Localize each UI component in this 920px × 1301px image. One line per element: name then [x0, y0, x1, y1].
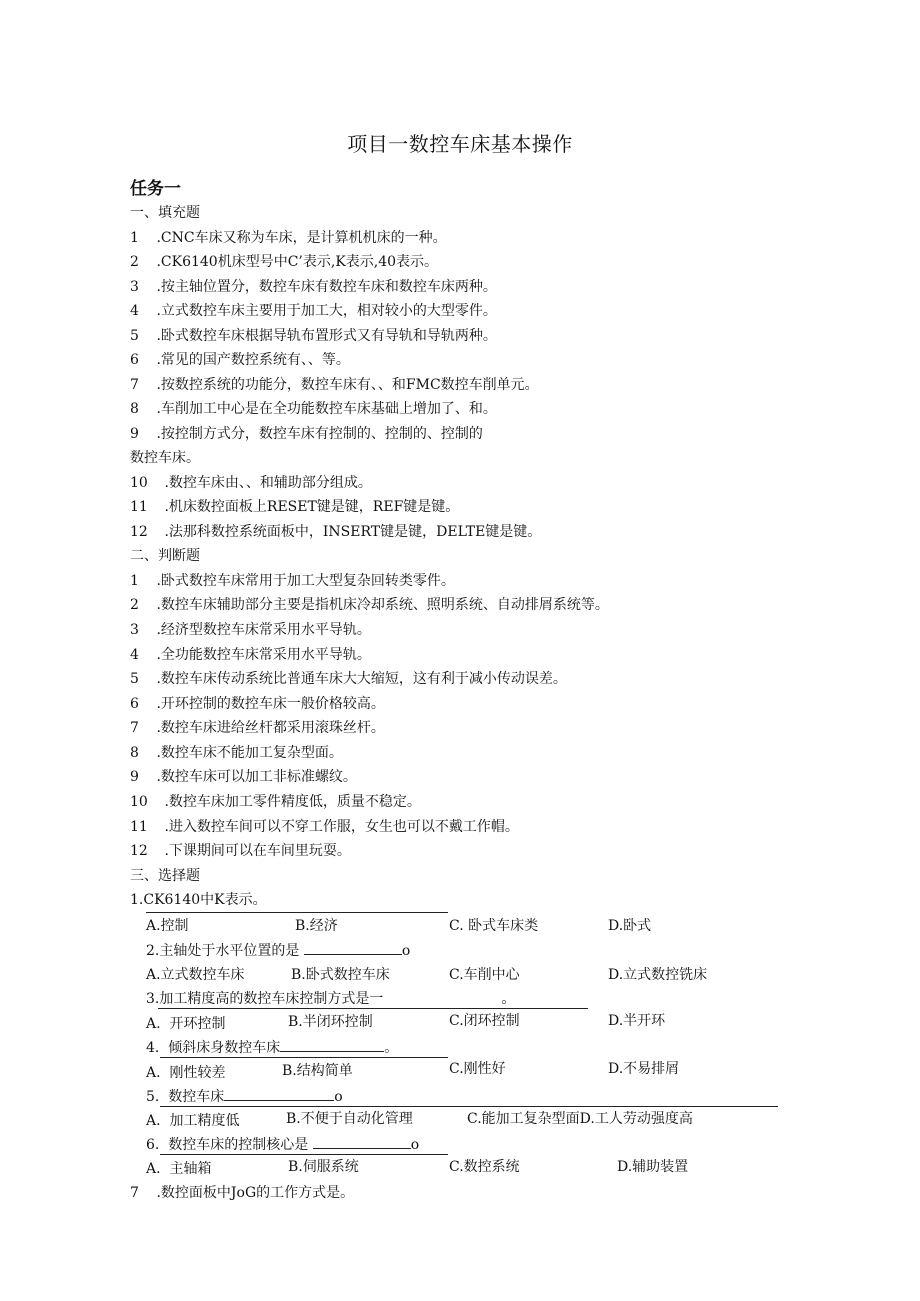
question-item: 6 .开环控制的数控车床一般价格较高。: [130, 696, 385, 712]
option-a: A.立式数控车床: [146, 967, 245, 983]
question-item-continued: 数控车床。: [130, 450, 200, 466]
option-c: C.闭环控制: [449, 1013, 520, 1029]
option-d: D.卧式: [608, 918, 652, 934]
option-a: A. 刚性较差: [146, 1065, 226, 1081]
answer-blank: [280, 1039, 384, 1052]
page-title: 项目一数控车床基本操作: [347, 132, 573, 156]
question-item: 12 .下课期间可以在车间里玩耍。: [130, 843, 351, 859]
question-item: 4 .立式数控车床主要用于加工大，相对较小的大型零件。: [130, 303, 497, 319]
section-heading-judge: 二、判断题: [130, 548, 200, 564]
option-d: D.半开环: [608, 1013, 666, 1029]
option-d: D.立式数控铣床: [608, 967, 708, 983]
question-item: 8 .车削加工中心是在全功能数控车床基础上增加了、和。: [130, 401, 497, 417]
question-item: 9 .数控车床可以加工非标准螺纹。: [130, 769, 357, 785]
question-item: 9 .按控制方式分，数控车床有控制的、控制的、控制的: [130, 426, 483, 442]
option-b: B.伺服系统: [288, 1159, 359, 1175]
question-item: 7 .按数控系统的功能分，数控车床有、、和FMC数控车削单元。: [130, 377, 539, 393]
question-item: 5 .卧式数控车床根据导轨布置形式又有导轨和导轨两种。: [130, 328, 497, 344]
question-item: 7 .数控面板中JoG的工作方式是。: [130, 1185, 355, 1201]
option-c-d: C.能加工复杂型面D.工人劳动强度高: [467, 1111, 693, 1127]
option-a: A. 加工精度低: [146, 1113, 240, 1129]
option-a: A.控制: [146, 918, 189, 934]
option-b: B.结构简单: [282, 1063, 353, 1079]
answer-rule: [160, 1154, 448, 1155]
task-heading: 任务一: [130, 179, 181, 199]
question-item: 12 .法那科数控系统面板中，INSERT键是键，DELTE键是键。: [130, 524, 542, 540]
option-b: B.经济: [295, 918, 338, 934]
question-item: 7 .数控车床进给丝杆都采用滚珠丝杆。: [130, 720, 385, 736]
choice-question-stem: 1.CK6140中K表示。: [130, 892, 267, 908]
option-a: A. 开环控制: [146, 1016, 226, 1032]
question-item: 5 .数控车床传动系统比普通车床大大缩短，这有利于减小传动误差。: [130, 671, 567, 687]
option-c: C. 卧式车床类: [449, 918, 539, 934]
question-item: 10 .数控车床由、、和辅助部分组成。: [130, 475, 372, 491]
option-c: C.车削中心: [449, 967, 520, 983]
option-b: B.卧式数控车床: [291, 967, 390, 983]
answer-blank: [313, 1136, 411, 1149]
question-item: 11 .机床数控面板上RESET键是键，REF键是键。: [130, 499, 460, 515]
question-item: 3 .按主轴位置分，数控车床有数控车床和数控车床两种。: [130, 279, 497, 295]
question-item: 6 .常见的国产数控系统有、、等。: [130, 352, 350, 368]
section-heading-fill: 一、填充题: [130, 205, 200, 221]
question-item: 8 .数控车床不能加工复杂型面。: [130, 745, 343, 761]
question-item: 4 .全功能数控车床常采用水平导轨。: [130, 647, 371, 663]
question-item: 3 .经济型数控车床常采用水平导轨。: [130, 622, 371, 638]
option-a: A. 主轴箱: [146, 1161, 212, 1177]
option-d: D.不易排屑: [608, 1061, 680, 1077]
answer-rule: [160, 1057, 448, 1058]
question-item: 11 .进入数控车间可以不穿工作服，女生也可以不戴工作帽。: [130, 819, 519, 835]
question-item: 2 .CK6140机床型号中C’表示,K表示,40表示。: [130, 254, 439, 270]
option-c: C.刚性好: [449, 1061, 506, 1077]
option-c: C.数控系统: [449, 1159, 520, 1175]
answer-rule: [160, 1106, 778, 1107]
question-item: 2 .数控车床辅助部分主要是指机床冷却系统、照明系统、自动排屑系统等。: [130, 597, 609, 613]
question-item: 1 .卧式数控车床常用于加工大型复杂回转类零件。: [130, 573, 455, 589]
answer-rule: [158, 1008, 588, 1009]
choice-question-stem: 4. 倾斜床身数控车床 。: [146, 1040, 399, 1056]
option-d: D.辅助装置: [617, 1159, 689, 1175]
answer-blank: [304, 942, 402, 955]
choice-question-stem: 2.主轴处于水平位置的是 o: [146, 943, 411, 959]
option-b: B.不便于自动化管理: [286, 1111, 413, 1127]
question-item: 1 .CNC车床又称为车床，是计算机机床的一种。: [130, 230, 447, 246]
choice-question-stem: 3.加工精度高的数控车床控制方式是一 。: [146, 991, 516, 1007]
answer-blank: [224, 1088, 334, 1101]
section-heading-choice: 三、选择题: [130, 868, 200, 884]
choice-question-stem: 6. 数控车床的控制核心是 o: [146, 1137, 420, 1153]
option-b: B.半闭环控制: [288, 1014, 373, 1030]
question-item: 10 .数控车床加工零件精度低，质量不稳定。: [130, 794, 421, 810]
choice-question-stem: 5. 数控车床 o: [146, 1089, 343, 1105]
answer-rule: [146, 912, 448, 913]
